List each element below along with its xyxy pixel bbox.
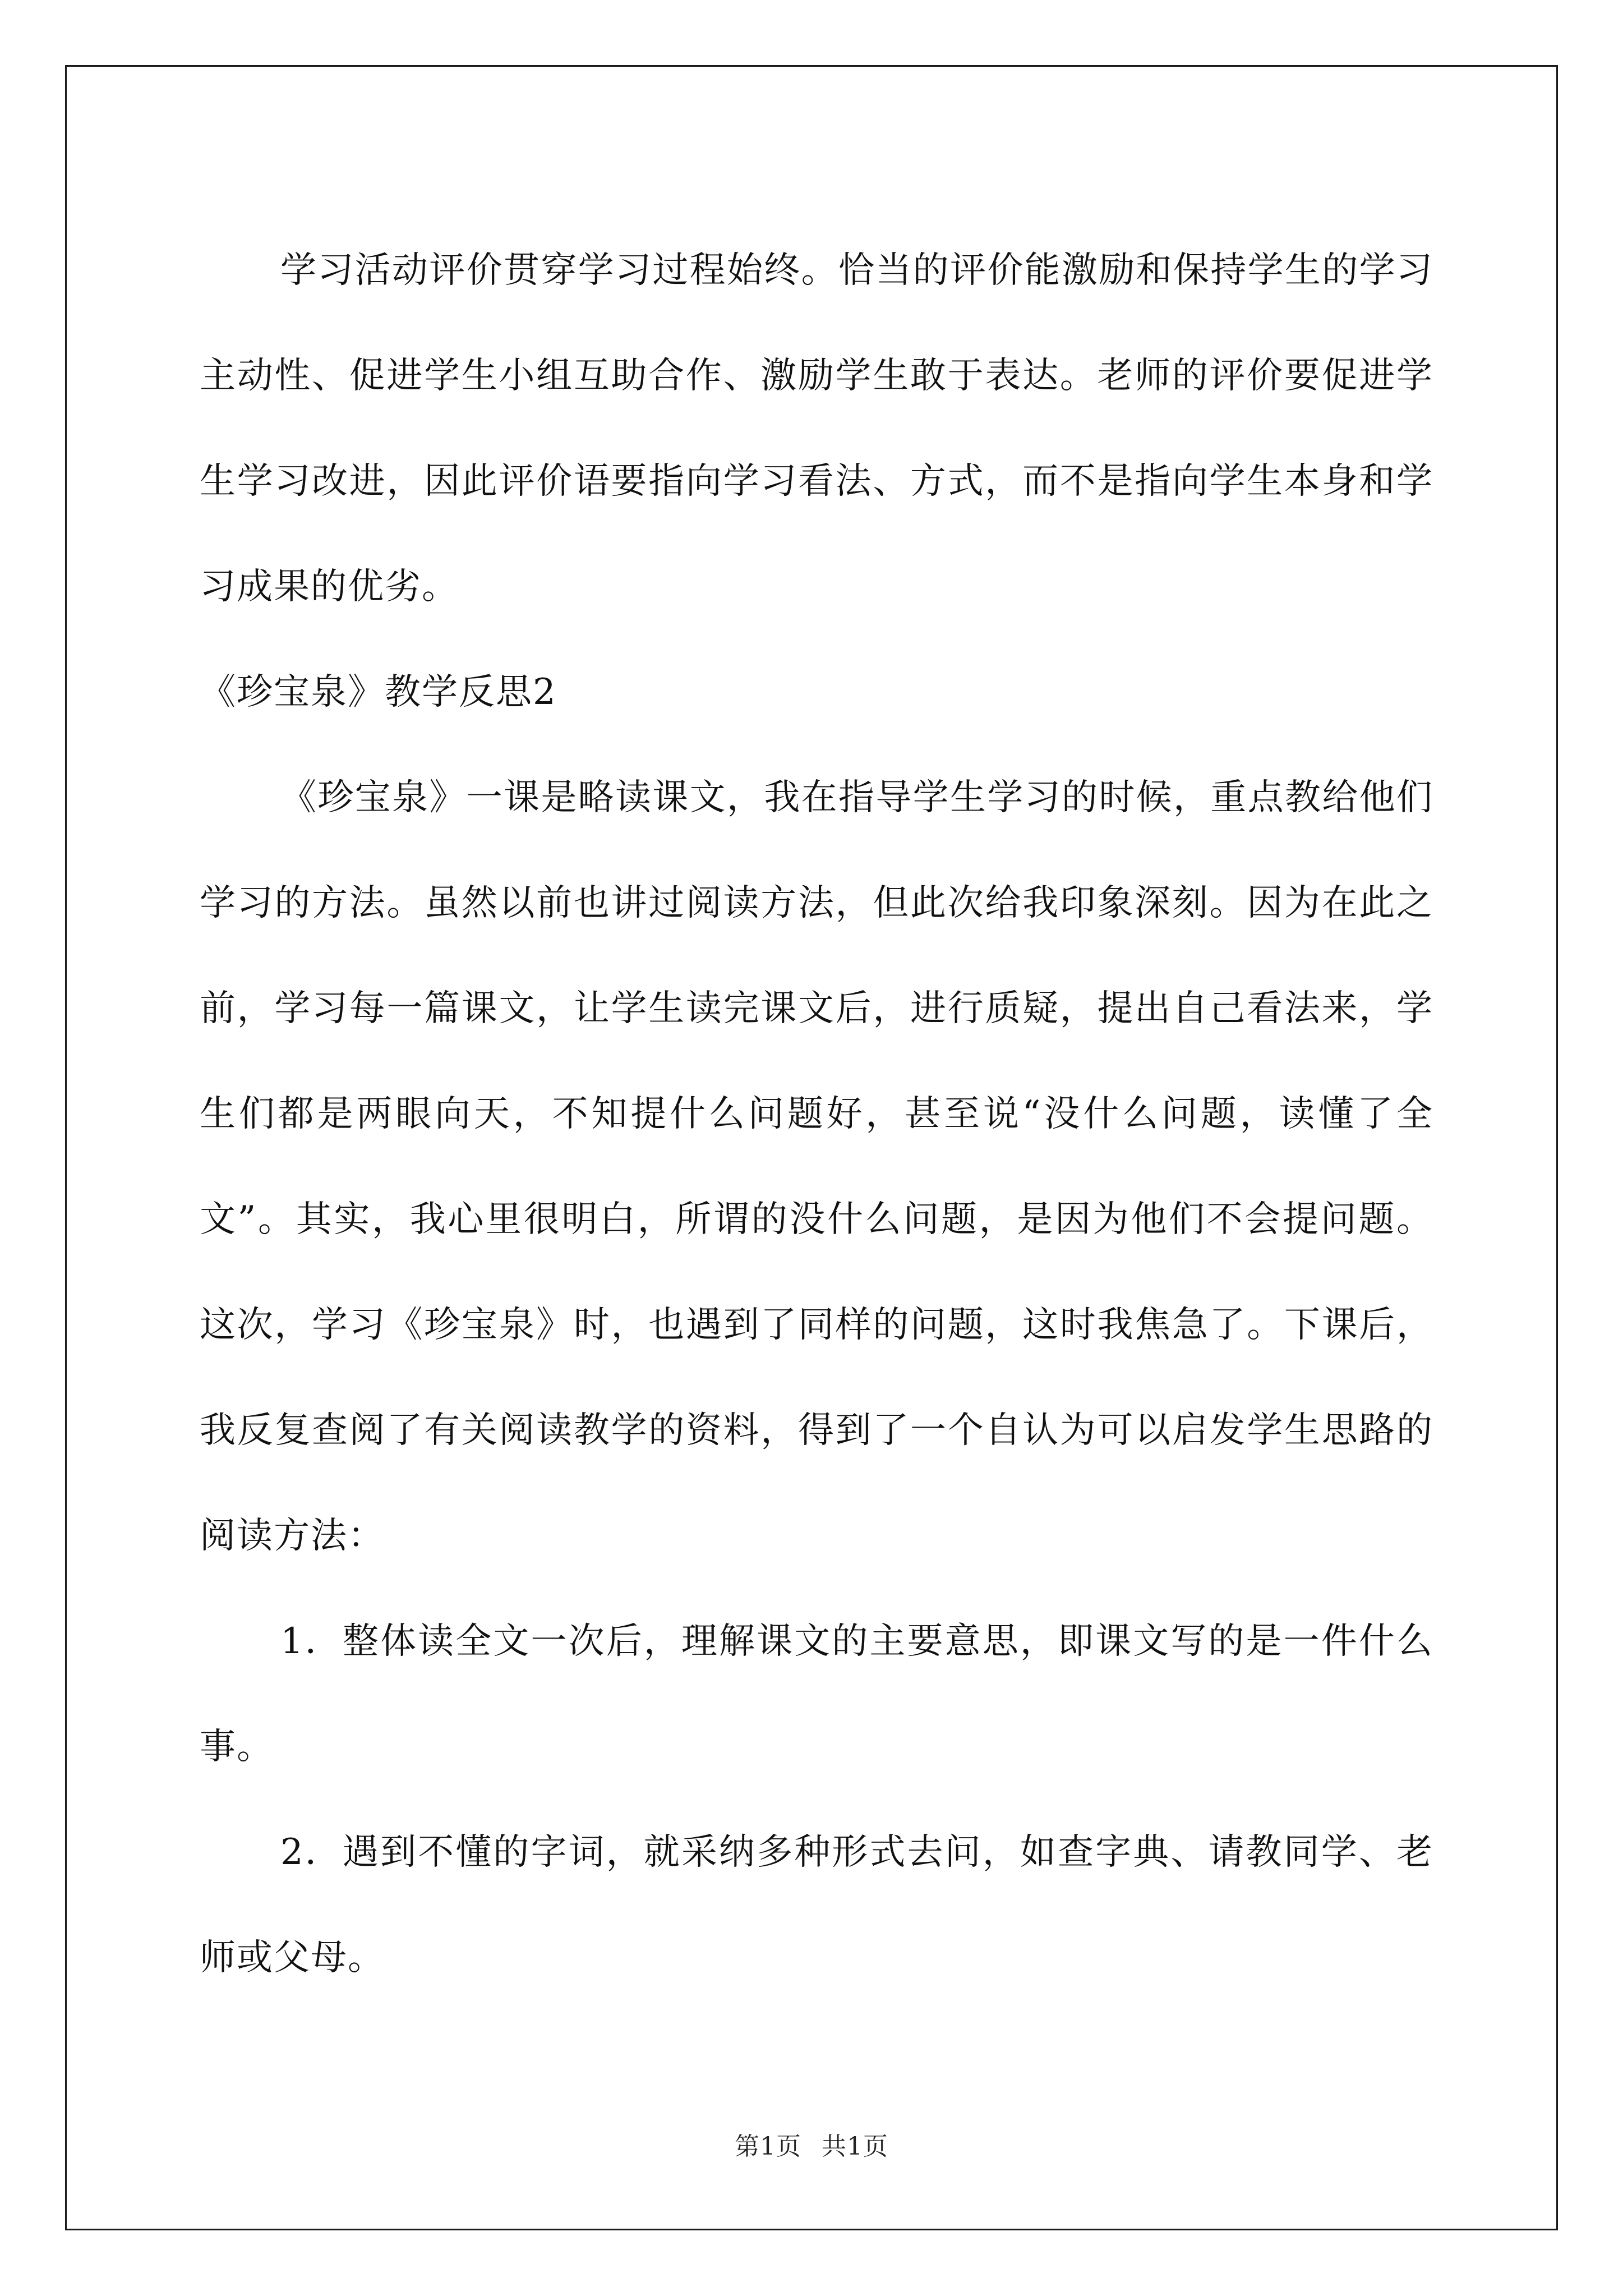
page-footer bbox=[0, 2126, 1623, 2162]
paragraph-reflection: 《珍宝泉》一课是略读课文，我在指导学生学习的时候，重点教给他们学习的方法。虽然以前也讲过阅读方法，但此次给我印象深刻。因为在此之前，学习每一篇课文，让学生读完课文后，进行质疑，提出自己看法来，学生们都是两眼向天，不知提什么问题好，甚至说“没什么问题，读懂了全文”。其实，我心里很明白，所谓的没什么问题，是因为他们不会提问题。这次，学习《珍宝泉》时，也遇到了同样的问题，这时我焦急了。下课后，我反复查阅了有关阅读教学的资料，得到了一个自认为可以启发学生思路的阅读方法： bbox=[200, 777, 1433, 1557]
page-total: 共1页 bbox=[822, 2132, 888, 2161]
paragraph-evaluation: 学习活动评价贯穿学习过程始终。恰当的评价能激励和保持学生的学习主动性、促进学生小组互助合作、激励学生敢于表达。老师的评价要促进学生学习改进，因此评价语要指向学习看法、方式，而不是指向学生本身和学习成果的优劣。 bbox=[200, 250, 1433, 608]
section-heading: 《珍宝泉》教学反思2 bbox=[200, 671, 557, 713]
page-number: 第1页 bbox=[735, 2132, 801, 2161]
document-body bbox=[200, 218, 1433, 2010]
list-item-1: 1．整体读全文一次后，理解课文的主要意思，即课文写的是一件什么事。 bbox=[200, 1621, 1433, 1768]
list-item-2: 2．遇到不懂的字词，就采纳多种形式去问，如查字典、请教同学、老师或父母。 bbox=[200, 1832, 1433, 1978]
